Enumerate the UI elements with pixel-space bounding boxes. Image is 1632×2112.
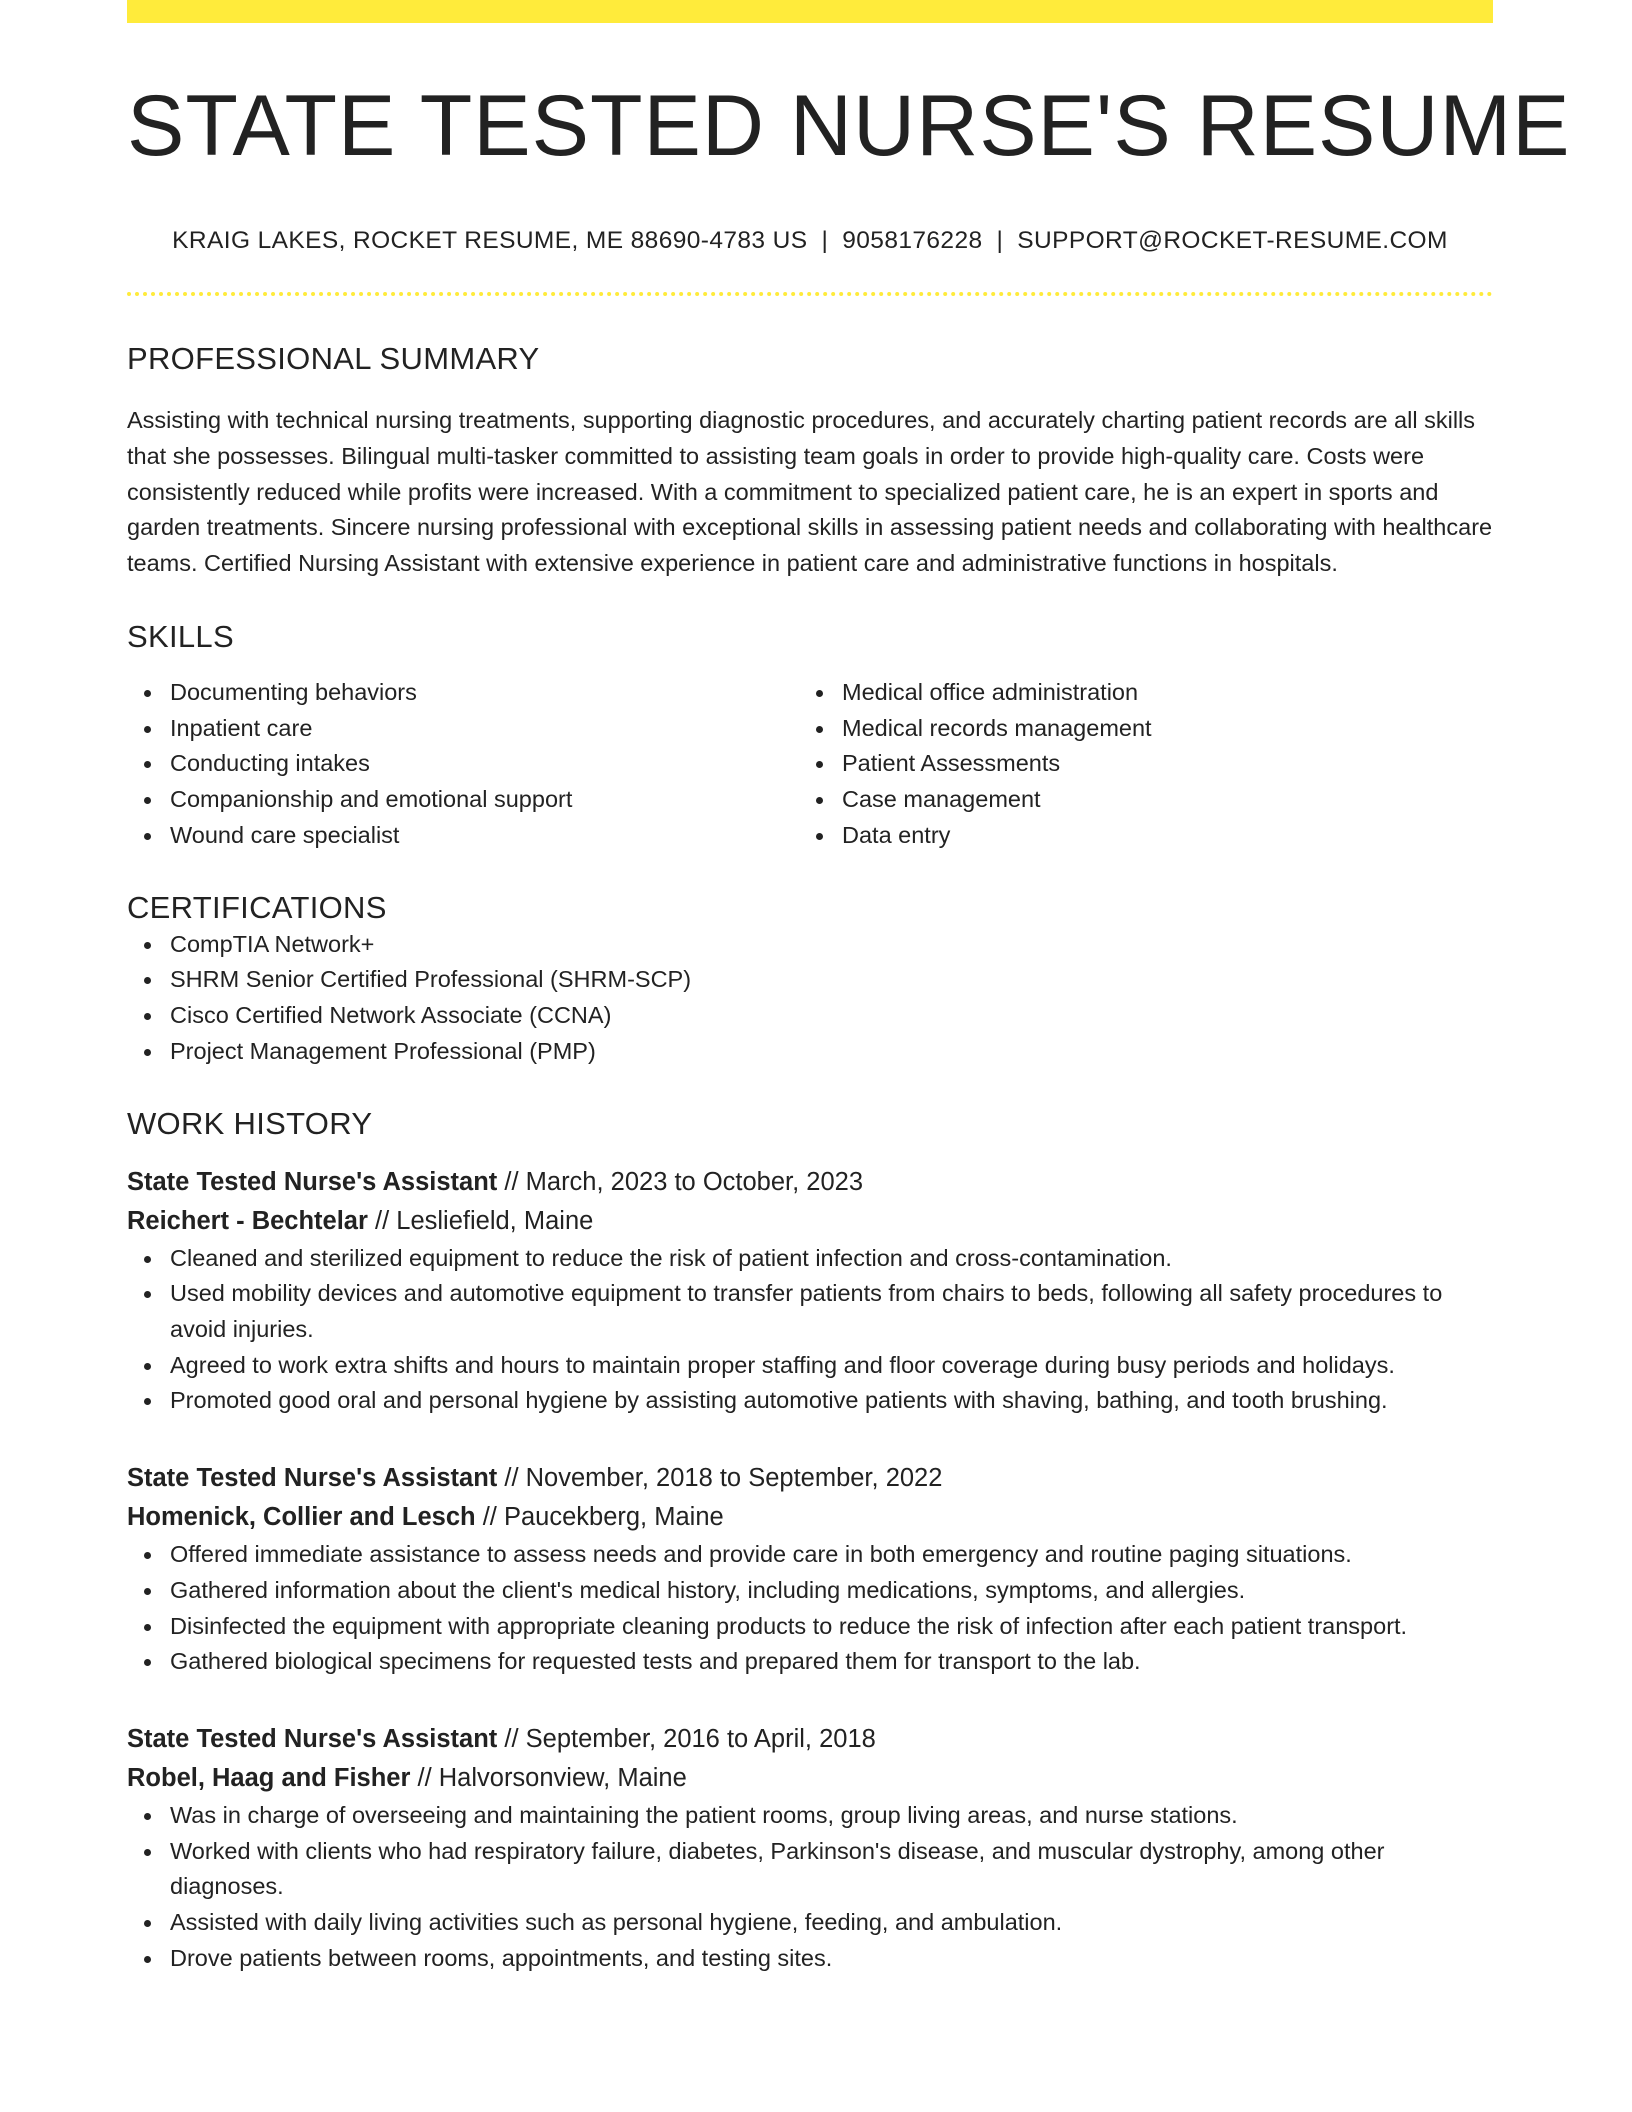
job-duty: Drove patients between rooms, appointments, and testing sites. [127, 1941, 1493, 1977]
job-separator: // [504, 1167, 519, 1196]
certification-item: SHRM Senior Certified Professional (SHRM-SCP) [127, 962, 1493, 998]
job-duty: Agreed to work extra shifts and hours to maintain proper staffing and floor coverage during busy periods and holidays. [127, 1348, 1493, 1384]
job-duty: Gathered biological specimens for requested tests and prepared them for transport to the lab. [127, 1644, 1493, 1680]
certification-item: Project Management Professional (PMP) [127, 1034, 1493, 1070]
job-duty: Gathered information about the client's medical history, including medications, symptoms, and allergies. [127, 1573, 1493, 1609]
job-duty: Disinfected the equipment with appropriate cleaning products to reduce the risk of infection after each patient transport. [127, 1609, 1493, 1645]
job-duty: Worked with clients who had respiratory failure, diabetes, Parkinson's disease, and muscular dystrophy, among other diagnoses. [127, 1834, 1493, 1905]
job-role: State Tested Nurse's Assistant [127, 1464, 498, 1493]
skills-column-right [799, 675, 1471, 854]
job-company-line [127, 1498, 1493, 1537]
skills-heading: SKILLS [127, 618, 234, 654]
job-entry [127, 1163, 1493, 1420]
job-title-line [127, 1163, 1493, 1202]
contact-address: KRAIG LAKES, ROCKET RESUME, ME 88690-4783 US [172, 227, 808, 254]
job-company-line [127, 1759, 1493, 1798]
job-duty: Used mobility devices and automotive equipment to transfer patients from chairs to beds, following all safety procedures to avoid injuries. [127, 1276, 1493, 1347]
job-title-line [127, 1720, 1493, 1759]
skill-item: Wound care specialist [127, 818, 799, 854]
job-location: Lesliefield, Maine [396, 1206, 594, 1235]
skills-list-right [799, 675, 1471, 854]
job-dates: November, 2018 to September, 2022 [525, 1464, 943, 1493]
job-duty: Promoted good oral and personal hygiene by assisting automotive patients with shaving, bathing, and tooth brushing. [127, 1383, 1493, 1419]
job-separator: // [504, 1724, 519, 1753]
contact-email: SUPPORT@ROCKET-RESUME.COM [1017, 227, 1448, 254]
certification-item: CompTIA Network+ [127, 927, 1493, 963]
job-entry [127, 1459, 1493, 1680]
skill-item: Companionship and emotional support [127, 782, 799, 818]
resume-page [127, 0, 1571, 1976]
certifications-heading: CERTIFICATIONS [127, 890, 387, 926]
skills-list-left [127, 675, 799, 854]
skill-item: Conducting intakes [127, 746, 799, 782]
contact-phone: 9058176228 [842, 227, 983, 254]
job-location: Halvorsonview, Maine [438, 1763, 687, 1792]
job-dates: March, 2023 to October, 2023 [525, 1167, 864, 1196]
top-accent-bar [127, 0, 1493, 23]
skills-column-left [127, 675, 799, 854]
job-company: Reichert - Bechtelar [127, 1206, 368, 1235]
work-history-heading: WORK HISTORY [127, 1106, 373, 1142]
job-dates: September, 2016 to April, 2018 [525, 1724, 876, 1753]
certifications-list [127, 927, 1493, 1070]
skill-item: Case management [799, 782, 1471, 818]
job-duties-list [127, 1241, 1493, 1420]
job-company: Homenick, Collier and Lesch [127, 1503, 476, 1532]
job-duty: Offered immediate assistance to assess needs and provide care in both emergency and routine paging situations. [127, 1537, 1493, 1573]
job-duties-list [127, 1537, 1493, 1680]
job-separator: // [504, 1464, 519, 1493]
job-duty: Cleaned and sterilized equipment to reduce the risk of patient infection and cross-contamination. [127, 1241, 1493, 1277]
job-duty: Assisted with daily living activities such as personal hygiene, feeding, and ambulation. [127, 1905, 1493, 1941]
job-separator: // [375, 1206, 390, 1235]
contact-separator: | [821, 227, 829, 254]
job-company-line [127, 1202, 1493, 1241]
skill-item: Patient Assessments [799, 746, 1471, 782]
job-company: Robel, Haag and Fisher [127, 1763, 411, 1792]
job-role: State Tested Nurse's Assistant [127, 1167, 498, 1196]
summary-heading: PROFESSIONAL SUMMARY [127, 341, 540, 376]
contact-separator: | [996, 227, 1004, 254]
job-duty: Was in charge of overseeing and maintaining the patient rooms, group living areas, and nurse stations. [127, 1798, 1493, 1834]
skill-item: Medical office administration [799, 675, 1471, 711]
job-entry [127, 1720, 1493, 1977]
job-duties-list [127, 1798, 1493, 1977]
skill-item: Inpatient care [127, 711, 799, 747]
summary-text: Assisting with technical nursing treatments, supporting diagnostic procedures, and accurately charting patient records are all skills that she possesses. Bilingual multi-tasker committed to assisting team goals in order to provide high-quality care. Costs were consistently reduced while profits were increased. With a commitment to specialized patient care, he is an expert in sports and garden treatments. Sincere nursing professional with exceptional skills in assessing patient needs and collaborating with healthcare teams. Certified Nursing Assistant with extensive experience in patient care and administrative functions in hospitals. [127, 407, 1493, 576]
certification-item: Cisco Certified Network Associate (CCNA) [127, 998, 1493, 1034]
contact-line [127, 227, 1493, 255]
skill-item: Documenting behaviors [127, 675, 799, 711]
skill-item: Medical records management [799, 711, 1471, 747]
job-role: State Tested Nurse's Assistant [127, 1724, 498, 1753]
job-title-line [127, 1459, 1493, 1498]
resume-title: STATE TESTED NURSE'S RESUME [127, 78, 1571, 174]
dotted-divider [127, 292, 1493, 296]
skill-item: Data entry [799, 818, 1471, 854]
job-separator: // [482, 1503, 497, 1532]
skills-columns [127, 675, 1493, 854]
job-location: Paucekberg, Maine [503, 1503, 724, 1532]
job-separator: // [417, 1763, 432, 1792]
